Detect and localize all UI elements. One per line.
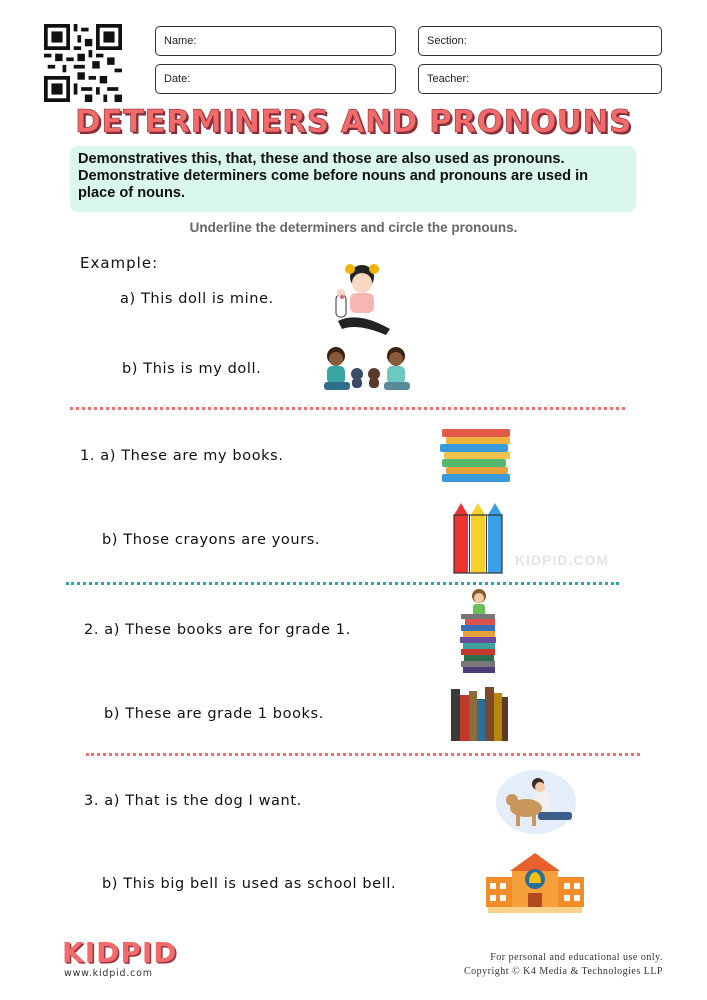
example-sentence-a: a) This doll is mine. <box>120 291 274 307</box>
q3-sentence-a: 3. a) That is the dog I want. <box>84 793 302 809</box>
section-label: Section: <box>427 35 467 47</box>
book-stack-image <box>438 427 514 485</box>
footer-usage-note: For personal and educational use only. <box>490 952 663 963</box>
page-title: DETERMINERS AND PRONOUNS <box>75 104 632 140</box>
info-text: Demonstratives this, that, these and those are also used as pronouns. Demonstrative determiners come before nouns and pronouns are used in place of nouns. <box>78 151 589 201</box>
website-url[interactable]: www.kidpid.com <box>64 968 153 979</box>
example-label: Example: <box>80 254 159 272</box>
person-with-dog-image <box>494 768 578 836</box>
kidpid-logo: KIDPID <box>62 936 178 969</box>
q2-sentence-a: 2. a) These books are for grade 1. <box>84 622 351 638</box>
divider <box>66 582 619 585</box>
q3-sentence-b: b) This big bell is used as school bell. <box>102 876 397 892</box>
example-sentence-b: b) This is my doll. <box>122 361 262 377</box>
girl-on-books-image <box>455 586 501 676</box>
name-field[interactable] <box>155 26 396 56</box>
qr-code <box>44 24 122 102</box>
info-box <box>70 146 636 212</box>
teacher-field[interactable] <box>418 64 662 94</box>
school-bell-image <box>482 851 588 917</box>
date-label: Date: <box>164 73 191 85</box>
name-label: Name: <box>164 35 197 47</box>
girl-with-doll-image <box>328 263 394 337</box>
crayons-image <box>452 501 506 575</box>
upright-books-image <box>449 685 509 743</box>
divider <box>70 407 625 410</box>
date-field[interactable] <box>155 64 396 94</box>
watermark: KIDPID.COM <box>515 552 609 568</box>
teacher-label: Teacher: <box>427 73 470 85</box>
footer-copyright: Copyright © K4 Media & Technologies LLP <box>464 966 663 977</box>
q1-sentence-b: b) Those crayons are yours. <box>102 532 321 548</box>
q2-sentence-b: b) These are grade 1 books. <box>104 706 324 722</box>
instruction-text: Underline the determiners and circle the pronouns. <box>189 220 518 235</box>
q1-sentence-a: 1. a) These are my books. <box>80 448 284 464</box>
section-field[interactable] <box>418 26 662 56</box>
divider <box>86 753 640 756</box>
kids-with-teddies-image <box>322 344 412 394</box>
